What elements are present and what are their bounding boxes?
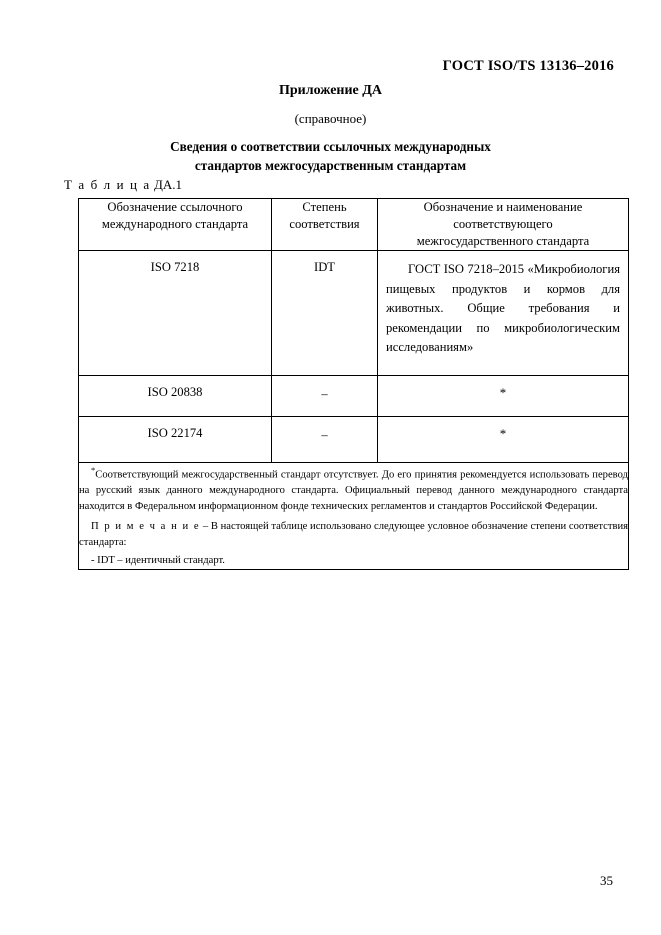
national-standard-description: ГОСТ ISO 7218–2015 «Микробиология пищевых продуктов и кормов для животных. Общие требования и рекомендации по микробиологическим исследованиям» (386, 262, 620, 354)
cell-degree-iso20838 (272, 376, 378, 417)
header-col3-line2: соответствующего (453, 217, 553, 231)
degree-value: – (321, 428, 328, 442)
table-footnote-row (79, 463, 629, 570)
reference-standards-table (78, 198, 629, 570)
cell-degree-iso22174 (272, 417, 378, 463)
appendix-description-line1: Сведения о соответствии ссылочных международных (170, 139, 491, 154)
table-row (79, 417, 629, 463)
table-caption-number: ДА.1 (154, 177, 183, 192)
cell-reference-iso20838 (79, 376, 272, 417)
appendix-description-line2: стандартов межгосударственным стандартам (194, 158, 467, 173)
note-label: П р и м е ч а н и е (91, 521, 201, 533)
table-header-row (79, 199, 629, 251)
appendix-title: Приложение ДА (278, 83, 383, 98)
note-text: – В настоящей таблице использовано следующее условное обозначение степени соответствия стандарта: (79, 521, 628, 548)
cell-national-iso22174 (378, 417, 629, 463)
note-paragraph (79, 519, 628, 550)
table-footnote-cell (79, 463, 629, 570)
degree-value: – (321, 387, 328, 401)
page-number: 35 (600, 873, 613, 888)
table-caption (64, 177, 182, 193)
document-header-standard: ГОСТ ISO/TS 13136–2016 (442, 58, 614, 74)
header-col1-line2: международного стандарта (101, 217, 249, 231)
header-col2-line2: соответствия (289, 217, 360, 231)
cell-reference-iso7218 (79, 251, 272, 376)
note-item: - IDT – идентичный стандарт. (91, 555, 225, 567)
header-col3-line1: Обозначение и наименование (423, 200, 583, 214)
table-header-national (378, 199, 629, 251)
header-col3-line3: межгосударственного стандарта (416, 234, 590, 248)
table-caption-label: Т а б л и ц а (64, 177, 151, 192)
appendix-description (0, 137, 661, 175)
degree-value: IDT (314, 260, 335, 274)
footnote-text: Соответствующий межгосударственный стандарт отсутствует. До его принятия рекомендуется использовать перевод на русский язык данного международного стандарта. Официальный перевод данного международного стандарта находится в Федеральном информационном фонде технических регламентов и стандартов Российской Федерации. (79, 469, 628, 512)
reference-standard-name: ISO 7218 (150, 260, 200, 274)
table-header-reference (79, 199, 272, 251)
national-standard-footnote-marker: * (499, 426, 507, 441)
cell-national-iso20838 (378, 376, 629, 417)
reference-standard-name: ISO 20838 (147, 385, 203, 399)
table-row (79, 376, 629, 417)
cell-national-iso7218 (378, 251, 629, 376)
table-header-degree (272, 199, 378, 251)
header-col1-line1: Обозначение ссылочного (107, 200, 243, 214)
appendix-subtitle: (справочное) (294, 111, 367, 126)
cell-degree-iso7218 (272, 251, 378, 376)
header-col2-line1: Степень (302, 200, 347, 214)
cell-reference-iso22174 (79, 417, 272, 463)
table-row (79, 251, 629, 376)
footnote-marker: * (91, 465, 96, 475)
footnote-paragraph (79, 463, 628, 514)
national-standard-footnote-marker: * (499, 385, 507, 400)
reference-standard-name: ISO 22174 (147, 426, 203, 440)
